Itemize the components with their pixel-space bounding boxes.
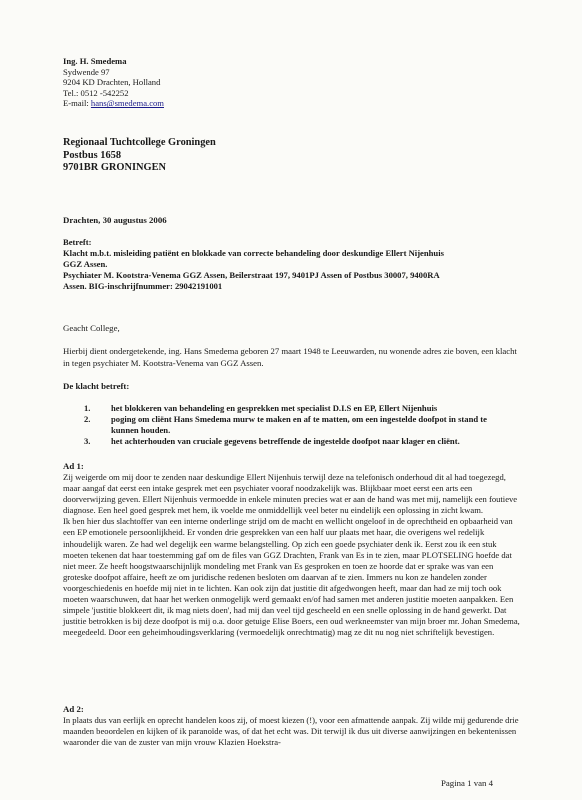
complaint-item-text: poging om cliënt Hans Smedema murw te maken en af te matten, om een ingestelde doofpot in stand te kunnen houden. bbox=[111, 414, 487, 435]
subject-line-3: Psychiater M. Kootstra-Venema GGZ Assen, Beilerstraat 197, 9401PJ Assen of Postbus 30007, 9400RA bbox=[63, 270, 440, 280]
letter-date: Drachten, 30 augustus 2006 bbox=[63, 215, 167, 225]
sender-city: 9204 KD Drachten, Holland bbox=[63, 77, 161, 88]
complaint-item bbox=[84, 414, 514, 436]
section-ad2-body: In plaats dus van eerlijk en oprecht handelen koos zij, of moest kiezen (!), voor een afmattende aanpak. Zij wilde mij gedurende drie maanden beoordelen en kijken of ik paranoïde was, of dat het echt was. Dit terwijl ik dus uit diverse aanwijzingen en bekentenissen waaronder die van de zuster van mijn vrouw Klazien Hoekstra- bbox=[63, 715, 519, 748]
complaint-item-number: 2. bbox=[84, 414, 91, 424]
complaint-heading: De klacht betreft: bbox=[63, 381, 130, 391]
complaint-item bbox=[84, 436, 514, 447]
sender-email-link[interactable]: hans@smedema.com bbox=[90, 98, 164, 109]
page-number: Pagina 1 van 4 bbox=[441, 778, 494, 788]
sender-email-label: E-mail: bbox=[63, 98, 91, 109]
complaint-item-number: 1. bbox=[84, 403, 91, 413]
sender-address-block bbox=[63, 56, 164, 109]
ad1-paragraph-1: Zij weigerde om mij door te zenden naar deskundige Ellert Nijenhuis terwijl deze na telefonisch onderhoud dit al had toegezegd, maar aangaf dat eerst een intake gesprek met een psychiater vooraf noodzakelijk was. Blijkbaar moet eerst een arts een doorverwijzing geven. Ellert Nijenhuis vermoedde in enkele minuten precies wat er aan de hand was met mij, namelijk een foutieve diagnose. Een heel goed gesprek met hem, ik voelde me onmiddellijk veel beter nu eindelijk een oplossing in zicht kwam. bbox=[63, 472, 518, 516]
section-ad1-heading: Ad 1: bbox=[63, 461, 84, 471]
sender-street: Sydwende 97 bbox=[63, 66, 110, 77]
intro-paragraph: Hierbij dient ondergetekende, ing. Hans Smedema geboren 27 maart 1948 te Leeuwarden, nu wonende adres zie boven, een klacht in tegen psychiater M. Kootstra-Venema van GGZ Assen. bbox=[63, 346, 517, 368]
subject-block bbox=[63, 237, 523, 292]
sender-phone: Tel.: 0512 -542252 bbox=[63, 87, 129, 98]
subject-line-1: Klacht m.b.t. misleiding patiënt en blokkade van correcte behandeling door deskundige Ellert Nijenhuis bbox=[63, 248, 444, 258]
complaint-item bbox=[84, 403, 514, 414]
section-ad1-body bbox=[63, 472, 521, 638]
ad1-paragraph-2: Ik ben hier dus slachtoffer van een interne onderlinge strijd om de macht en wellicht ongeloof in de oprechtheid en opbaarheid van een EP emotionele persoonlijkheid. Er vonden drie gesprekken van een half uur plaats met haar, die overigens wel redelijk inhoudelijk waren. Ze had wel degelijk een warme belangstelling. Op zich een goede psychiater denk ik. Eerst zou ik een stuk moeten tekenen dat haar toestemming gaf om de files van GGZ Drachten, Frank van Es in te zien, maar PLOTSELING hoefde dat niet meer. Ze heeft hoogstwaarschijnlijk mondeling met Frank van Es gesproken en toen ze hoorde dat er sprake was van een groteske doofpot affaire, heeft ze om juridische redenen besloten om daarvan af te zien. Immers nu kon ze handelen zonder voorgeschiedenis en hoefde mij niet in te lichten. Kan ook zijn dat justitie dit afgedwongen heeft, maar dan had ze mij toch ook moeten waarschuwen, dat haar het werken onmogelijk werd gemaakt en/of had samen met anderen justitie moeten aanpakken. Een simpele 'justitie blokkeert dit, ik mag niets doen', had mij dan veel tijd gescheeld en een snelle oplossing in de hand gewerkt. Dat justitie betrokken is bij deze doofpot is mij o.a. door getuige Elise Boers, een oud werkneemster van mijn broer mr. Johan Smedema, meegedeeld. Door een geheimhoudingsverklaring (vermoedelijk onrechtmatig) mag ze dit nu nog niet schriftelijk bevestigen. bbox=[63, 516, 520, 638]
recipient-postbus: Postbus 1658 bbox=[63, 149, 122, 161]
sender-name: Ing. H. Smedema bbox=[63, 56, 127, 66]
section-ad2-heading: Ad 2: bbox=[63, 704, 84, 714]
complaint-item-text: het blokkeren van behandeling en gesprekken met specialist D.I.S en EP, Ellert Nijenhuis bbox=[111, 403, 438, 413]
salutation: Geacht College, bbox=[63, 323, 120, 333]
complaint-item-text: het achterhouden van cruciale gegevens betreffende de ingestelde doofpot naar klager en cliënt. bbox=[111, 436, 460, 446]
complaint-list bbox=[84, 403, 514, 447]
recipient-address-block bbox=[63, 137, 216, 175]
recipient-postcode-city: 9701BR GRONINGEN bbox=[63, 162, 167, 174]
subject-label: Betreft: bbox=[63, 237, 92, 247]
complaint-item-number: 3. bbox=[84, 436, 91, 446]
subject-line-4: Assen. BIG-inschrijfnummer: 29042191001 bbox=[63, 281, 223, 291]
recipient-organization: Regionaal Tuchtcollege Groningen bbox=[63, 137, 216, 148]
subject-line-2: GGZ Assen. bbox=[63, 259, 108, 269]
sender-email-line bbox=[63, 98, 164, 109]
